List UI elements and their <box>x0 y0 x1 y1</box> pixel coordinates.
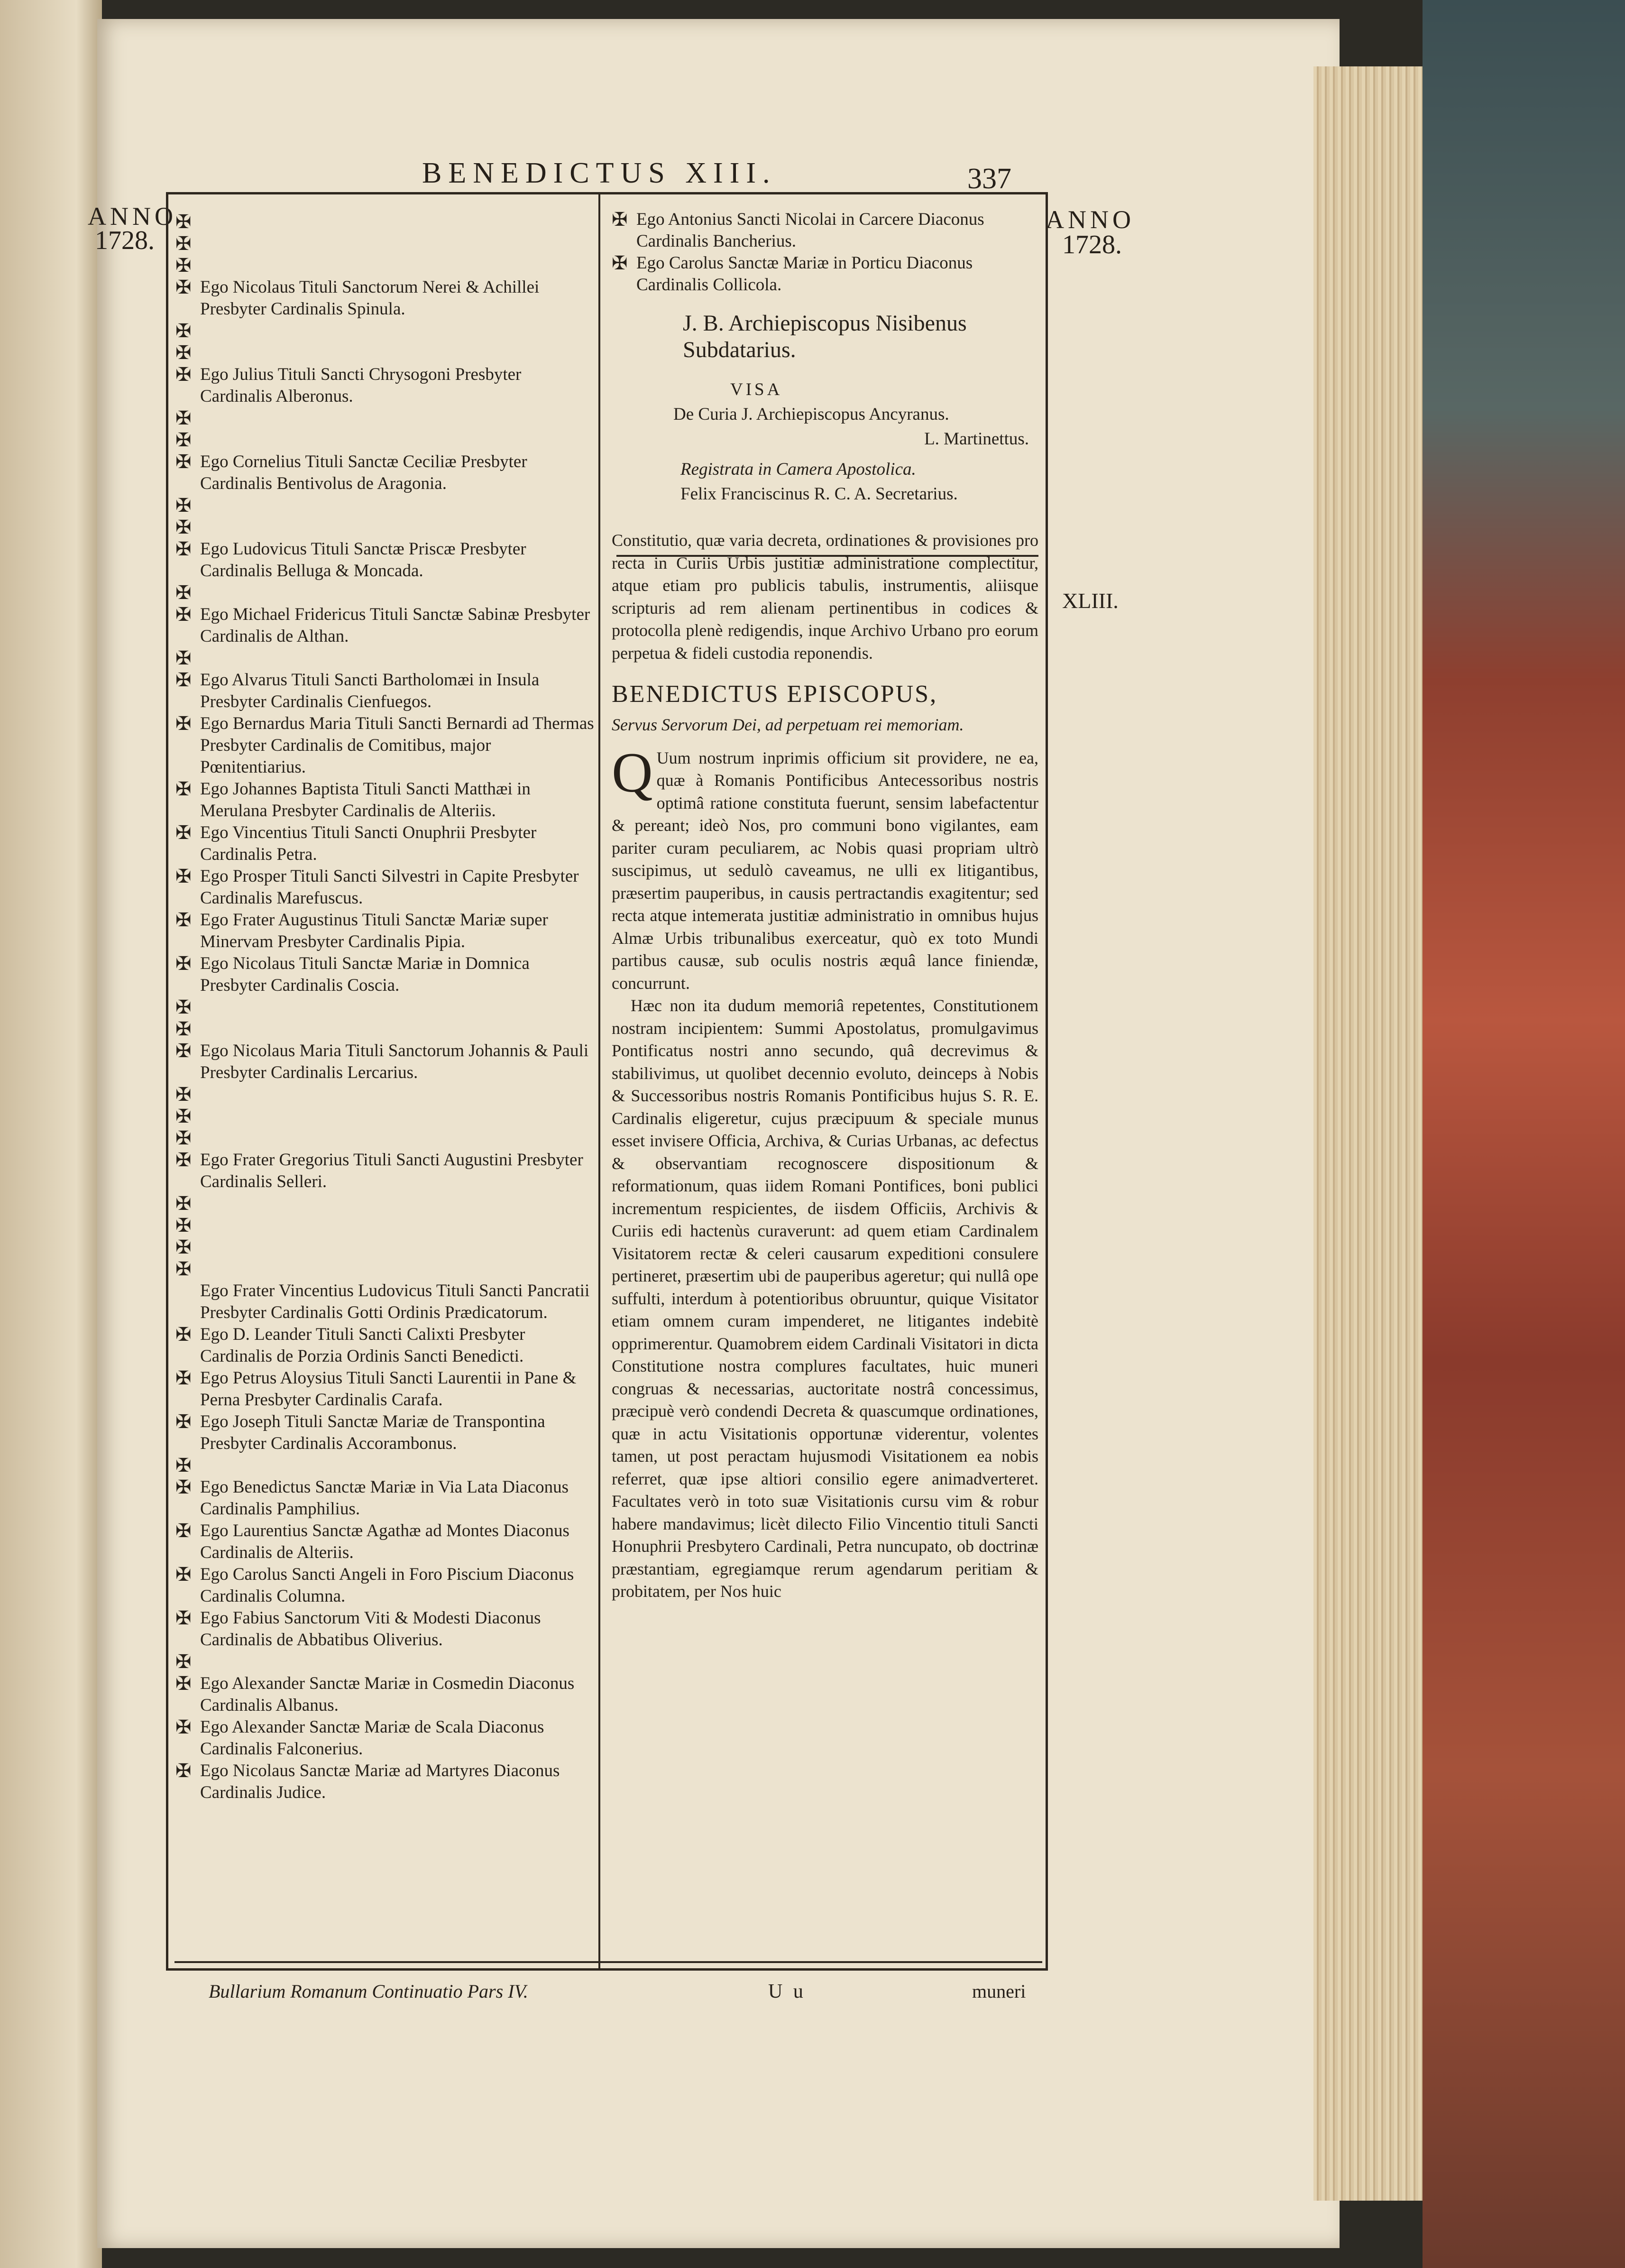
cross-mark: ✠ <box>175 538 192 560</box>
cross-mark: ✠ <box>175 1040 192 1061</box>
cross-mark: ✠ <box>175 1324 192 1345</box>
visa-block <box>612 378 1038 507</box>
page-number: 337 <box>967 163 1011 195</box>
summary-paragraph: Constitutio, quæ varia decreta, ordinationes & provisiones pro recta in Curiis Urbis justitiæ administratione complectitur, atque etiam pro publicis tabulis, instrumentis, aliisque scripturis ad rem alienam pertinentibus in codices & protocolla plenè redigendis, inque Archivo Urbano pro eorum perpetua & fideli custodia reponendis. <box>612 531 1038 663</box>
cross-mark: ✠ <box>175 1258 192 1280</box>
cross-mark: ✠ <box>612 209 628 230</box>
martinettus: L. Martinettus. <box>924 429 1029 449</box>
anno-label-left: ANNO <box>88 202 177 230</box>
signature-text: Ego Carolus Sanctæ Mariæ in Porticu Diaconus Cardinalis Collicola. <box>636 253 973 295</box>
signature-text: Ego Nicolaus Tituli Sanctorum Nerei & Achillei Presbyter Cardinalis Spinula. <box>200 277 540 319</box>
cross-mark: ✠ <box>175 233 192 254</box>
visa-line: De Curia J. Archiepiscopus Ancyranus. <box>673 405 949 424</box>
signature <box>175 953 597 996</box>
marbled-cover <box>1423 0 1625 2268</box>
cross-mark: ✠ <box>175 866 192 887</box>
cross-mark: ✠ <box>175 996 192 1018</box>
cross-mark: ✠ <box>612 252 628 274</box>
signature <box>175 1607 597 1651</box>
left-column <box>175 211 597 1804</box>
signature <box>175 1367 597 1411</box>
signature-text: Ego Alexander Sanctæ Mariæ in Cosmedin Diaconus Cardinalis Albanus. <box>200 1674 575 1715</box>
catchword: muneri <box>972 1981 1026 2002</box>
cross-mark: ✠ <box>175 822 192 843</box>
cross-mark: ✠ <box>175 1760 192 1781</box>
signature-text: Ego Cornelius Tituli Sanctæ Ceciliæ Presbyter Cardinalis Bentivolus de Aragonia. <box>200 452 527 493</box>
cross-mark: ✠ <box>175 1018 192 1040</box>
signature <box>175 713 597 778</box>
signature <box>175 1716 597 1760</box>
signature <box>175 1280 597 1324</box>
signature <box>175 1040 597 1084</box>
paragraph-1-text: Uum nostrum inprimis officium sit providere, ne ea, quæ à Romanis Pontificibus Antecessoribus nostris optimâ ratione constituta fuerunt, sensim labefactentur & pereant; ideò Nos, pro communi bono vigilantes, eam pariter curam peculiarem, ac Nobis quasi propriam ultrò suscipimus, ut sedulò caveamus, ne ulli ex litigantibus, præsertim pauperibus, in causis pertractandis exagitentur; sed recta atque intemerata justitiæ administratio in omnibus hujus Almæ Urbis tribunalibus exerceatur, quò ex toto Mundi partibus causæ, sub oculis nostris æquâ lance finiendæ, concurrunt. <box>612 748 1038 993</box>
right-column <box>612 209 1038 1603</box>
cross-mark: ✠ <box>175 1716 192 1738</box>
signature <box>175 1520 597 1564</box>
signature-text: Ego Frater Vincentius Ludovicus Tituli Sancti Pancratii Presbyter Cardinalis Gotti Ordinis Prædicatorum. <box>200 1281 590 1322</box>
cross-mark: ✠ <box>175 1106 192 1127</box>
signature <box>175 451 597 495</box>
cross-mark: ✠ <box>175 778 192 800</box>
signature <box>175 866 597 909</box>
separator-rule <box>616 555 1038 557</box>
signature-text: Ego Prosper Tituli Sancti Silvestri in Capite Presbyter Cardinalis Marefuscus. <box>200 867 579 908</box>
bottom-rule <box>174 1961 1042 1963</box>
subdatarius: J. B. Archiepiscopus Nisibenus Subdatarius. <box>683 311 967 362</box>
servus-line: Servus Servorum Dei, ad perpetuam rei memoriam. <box>612 715 964 734</box>
signature <box>175 1476 597 1520</box>
signature-text: Ego Petrus Aloysius Tituli Sancti Laurentii in Pane & Perna Presbyter Cardinalis Carafa. <box>200 1368 577 1410</box>
cross-mark: ✠ <box>175 1607 192 1629</box>
cross-mark: ✠ <box>175 320 192 341</box>
constitution-number: XLIII. <box>1062 589 1119 613</box>
signature-text: Ego Nicolaus Maria Tituli Sanctorum Johannis & Pauli Presbyter Cardinalis Lercarius. <box>200 1041 589 1082</box>
cross-mark: ✠ <box>175 255 192 276</box>
cross-mark: ✠ <box>175 582 192 603</box>
drop-cap: Q <box>612 740 653 804</box>
cross-mark: ✠ <box>175 647 192 669</box>
column-divider <box>598 194 600 1968</box>
cross-mark: ✠ <box>175 342 192 363</box>
page-block-edges <box>1313 66 1423 2201</box>
cross-mark: ✠ <box>175 1651 192 1672</box>
cross-mark: ✠ <box>175 1476 192 1498</box>
paragraph-1 <box>612 740 1038 995</box>
cross-mark: ✠ <box>175 1367 192 1389</box>
cross-mark: ✠ <box>175 713 192 734</box>
signature <box>175 1564 597 1607</box>
signature <box>175 778 597 822</box>
signature <box>612 209 1038 252</box>
signature-text: Ego Ludovicus Tituli Sanctæ Priscæ Presbyter Cardinalis Belluga & Moncada. <box>200 539 526 581</box>
signature-text: Ego Julius Tituli Sancti Chrysogoni Presbyter Cardinalis Alberonus. <box>200 365 522 406</box>
anno-year-left: 1728. <box>95 226 155 255</box>
cross-mark: ✠ <box>175 1236 192 1258</box>
cross-mark: ✠ <box>175 364 192 385</box>
cross-mark: ✠ <box>175 1127 192 1149</box>
anno-year-right: 1728. <box>1062 230 1122 259</box>
cross-mark: ✠ <box>175 909 192 931</box>
cross-mark: ✠ <box>175 1564 192 1585</box>
signature-text: Ego Bernardus Maria Tituli Sancti Bernardi ad Thermas Presbyter Cardinalis de Comitibus, major Pœnitentiarius. <box>200 714 594 777</box>
cross-mark: ✠ <box>175 451 192 472</box>
signature-mark: U u <box>768 1981 806 2002</box>
cross-mark: ✠ <box>175 953 192 974</box>
signature-text: Ego Benedictus Sanctæ Mariæ in Via Lata Diaconus Cardinalis Pamphilius. <box>200 1477 569 1519</box>
signature-text: Ego Michael Fridericus Tituli Sanctæ Sabinæ Presbyter Cardinalis de Althan. <box>200 605 590 646</box>
running-header: BENEDICTUS XIII. <box>422 157 777 189</box>
paragraph-2: Hæc non ita dudum memoriâ repetentes, Constitutionem nostram incipientem: Summi Apostolatus, promulgavimus Pontificatus nostri anno secundo, quâ decrevimus & stabilivimus, ut quolibet decennio evoluto, deinceps à Nobis & Successoribus nostris Romanis Pontificibus hujus S. R. E. Cardinalis eligeretur, cujus præcipuum & speciale munus esset invisere Officia, Archiva, & Curias Urbanas, ac defectus & observantiam recognoscere dispositionum & reformationum, quas iidem Romani Pontifices, boni publici incrementum respicientes, de iisdem Officiis, Archivis & Curiis edi hactenùs curaverunt: ad quem etiam Cardinalem Visitatorem rectæ & celeri causarum expeditioni consulere pertineret, præsertim ubi de pauperibus ageretur; qui nullâ ope suffulti, interdum à potentioribus obruuntur, quique Visitator etiam omnem curam impenderet, ne litigantes indebitè opprimerentur. Quamobrem eidem Cardinali Visitatori in dicta Constitutione nostra complures facultates, huic muneri congruas & necessarias, auctoritate nostrâ concessimus, præcipuè verò condendi Decreta & quascumque ordinationes, quæ in actu Visitationis opportunæ viderentur, volentes tamen, ut post peractam hujusmodi Visitationem ea nobis referret, quæ ipse altiori consilio egere animadverteret. Facultates verò in toto suæ Visitationis cursu vim & robur habere mandavimus; licèt dilecto Filio Vincentio tituli Sancti Honuphrii Presbytero Cardinali, Petra nuncupato, ob doctrinæ præstantiam, egregiamque rerum agendarum peritiam & probitatem, per Nos huic <box>612 996 1038 1601</box>
signature-text: Ego Nicolaus Sanctæ Mariæ ad Martyres Diaconus Cardinalis Judice. <box>200 1761 560 1802</box>
signature-text: Ego Antonius Sancti Nicolai in Carcere Diaconus Cardinalis Bancherius. <box>636 210 984 251</box>
signature-text: Ego Joseph Tituli Sanctæ Mariæ de Transpontina Presbyter Cardinalis Accorambonus. <box>200 1412 545 1453</box>
cross-mark: ✠ <box>175 407 192 429</box>
cross-mark: ✠ <box>175 1193 192 1214</box>
signature <box>175 1324 597 1367</box>
signature-text: Ego Frater Augustinus Tituli Sanctæ Mariæ super Minervam Presbyter Cardinalis Pipia. <box>200 910 548 951</box>
signature <box>175 909 597 953</box>
cross-mark: ✠ <box>175 516 192 538</box>
cross-mark: ✠ <box>175 1215 192 1236</box>
signature-text: Ego Carolus Sancti Angeli in Foro Piscium Diaconus Cardinalis Columna. <box>200 1565 574 1606</box>
signature <box>175 1149 597 1193</box>
secretarius: Felix Franciscinus R. C. A. Secretarius. <box>680 484 958 504</box>
signature-text: Ego Johannes Baptista Tituli Sancti Matthæi in Merulana Presbyter Cardinalis de Alteriis. <box>200 779 531 821</box>
cross-mark: ✠ <box>175 277 192 298</box>
registrata: Registrata in Camera Apostolica. <box>680 460 916 479</box>
visa-label: VISA <box>730 380 783 399</box>
signature <box>175 604 597 647</box>
signature-text: Ego Alexander Sanctæ Mariæ de Scala Diaconus Cardinalis Falconerius. <box>200 1717 544 1759</box>
signature <box>175 669 597 713</box>
signature <box>175 1760 597 1804</box>
footer-title: Bullarium Romanum Continuatio Pars IV. <box>209 1981 528 2002</box>
cross-mark: ✠ <box>175 604 192 625</box>
cross-mark: ✠ <box>175 1455 192 1476</box>
anno-label-right: ANNO <box>1046 205 1135 234</box>
section-heading: BENEDICTUS EPISCOPUS, <box>612 681 938 708</box>
cross-mark: ✠ <box>175 1673 192 1694</box>
cross-mark: ✠ <box>175 1084 192 1105</box>
cross-mark: ✠ <box>175 429 192 451</box>
signature-text: Ego Fabius Sanctorum Viti & Modesti Diaconus Cardinalis de Abbatibus Oliverius. <box>200 1608 541 1650</box>
signature <box>175 277 597 320</box>
signature <box>175 1411 597 1455</box>
signature <box>175 538 597 582</box>
cross-mark: ✠ <box>175 1411 192 1432</box>
signature-text: Ego Nicolaus Tituli Sanctæ Mariæ in Domnica Presbyter Cardinalis Coscia. <box>200 954 530 995</box>
signature <box>175 1673 597 1716</box>
signature-text: Ego D. Leander Tituli Sancti Calixti Presbyter Cardinalis de Porzia Ordinis Sancti Benedicti. <box>200 1325 525 1366</box>
signature-text: Ego Frater Gregorius Tituli Sancti Augustini Presbyter Cardinalis Selleri. <box>200 1150 583 1191</box>
signature <box>612 252 1038 296</box>
cross-mark: ✠ <box>175 211 192 232</box>
cross-mark: ✠ <box>175 669 192 691</box>
cross-mark: ✠ <box>175 1520 192 1541</box>
signature-text: Ego Laurentius Sanctæ Agathæ ad Montes Diaconus Cardinalis de Alteriis. <box>200 1521 569 1562</box>
cross-mark: ✠ <box>175 1149 192 1171</box>
signature <box>175 364 597 407</box>
main-text <box>612 740 1038 1603</box>
signature-text: Ego Vincentius Tituli Sancti Onuphrii Presbyter Cardinalis Petra. <box>200 823 537 864</box>
cross-mark: ✠ <box>175 495 192 516</box>
signature <box>175 822 597 866</box>
facing-page-edge <box>0 0 102 2268</box>
signature-text: Ego Alvarus Tituli Sancti Bartholomæi in Insula Presbyter Cardinalis Cienfuegos. <box>200 670 540 711</box>
